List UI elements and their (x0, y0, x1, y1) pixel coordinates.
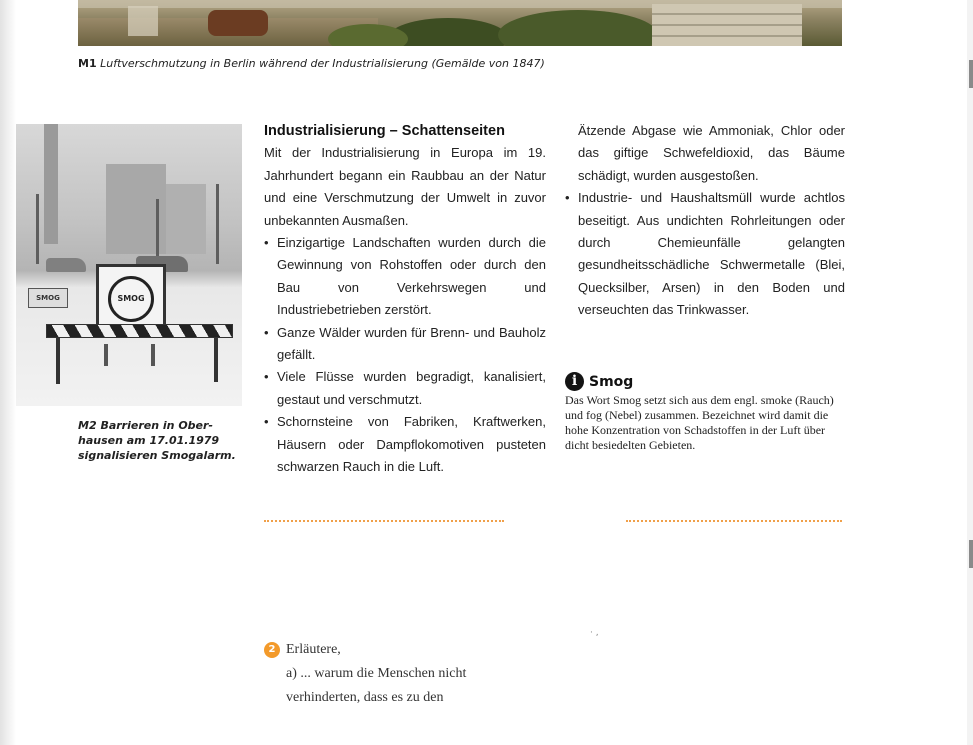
task-number-badge: 2 (264, 642, 280, 658)
painting-bush (498, 10, 658, 46)
photo-barrier (46, 324, 233, 338)
info-header (565, 372, 845, 391)
list-item: • Einzigartige Landschaften wurden durch die Gewinnung von Rohstoffen oder durch den Bau von Verkehrswegen und Industriebetrieben zerstört. (264, 232, 546, 322)
smog-sign-circle: SMOG (108, 276, 154, 322)
print-speck: · , (590, 628, 599, 638)
m1-caption-text: Luftverschmutzung in Berlin während der Industrialisierung (Gemälde von 1847) (100, 57, 545, 70)
info-title: Smog (589, 373, 634, 390)
article-bullet-continuation: Ätzende Abgase wie Ammoniak, Chlor oder das giftige Schwefeldioxid, das Bäume schädigt, wurden ausgestoßen. (578, 123, 845, 183)
m1-caption-label: M1 (78, 57, 97, 70)
m1-caption (78, 57, 545, 70)
page-edge-mark (969, 60, 973, 88)
painting-bush (328, 24, 408, 46)
task-text: Erläutere, (286, 642, 341, 657)
painting-carriage (128, 6, 158, 36)
article-bullet-list (264, 232, 546, 478)
article-column-2 (565, 120, 845, 322)
photo-factory (166, 184, 206, 254)
page-gutter-shadow (0, 0, 16, 745)
article-column-1 (264, 120, 546, 479)
dotted-divider (626, 520, 842, 522)
photo-tree (156, 199, 159, 259)
photo-tree (36, 194, 39, 264)
barrier-weight (151, 344, 155, 366)
m1-painting (78, 0, 842, 46)
m2-caption-label: M2 (78, 419, 97, 432)
painting-steps (652, 4, 802, 46)
m2-photo (16, 124, 242, 406)
barrier-post (56, 334, 60, 384)
photo-small-smog-sign: SMOG (28, 288, 68, 308)
article-title: Industrialisierung – Schattenseiten (264, 123, 505, 139)
page-right-edge (967, 0, 973, 745)
smog-info-box (565, 372, 845, 453)
barrier-post (214, 334, 218, 382)
list-item: • Viele Flüsse wurden begradigt, kanalisiert, gestaut und verschmutzt. (264, 366, 546, 411)
article-bullet-list-2 (565, 187, 845, 321)
m2-caption-text: Barrieren in Ober-hausen am 17.01.1979 signalisieren Smogalarm. (78, 419, 236, 462)
task-line-2: a) ... warum die Menschen nicht (286, 666, 467, 681)
list-item: • Schornsteine von Fabriken, Kraftwerken, Häusern oder Dampflokomotiven pusteten schwarzen Rauch in die Luft. (264, 411, 546, 478)
info-text: Das Wort Smog setzt sich aus dem engl. smoke (Rauch) und fog (Nebel) zusammen. Bezeichnet wird damit die hohe Konzentration von Schadstoffen in der Luft über dicht besiedelten Gebieten. (565, 393, 834, 452)
list-item: • Ganze Wälder wurden für Brenn- und Bauholz gefällt. (264, 322, 546, 367)
barrier-weight (104, 344, 108, 366)
article-intro: Mit der Industrialisierung in Europa im 19. Jahrhundert begann ein Raubbau an der Natur und eine Verschmutzung der Umwelt in zuvor unbekannten Ausmaßen. (264, 145, 546, 228)
painting-horses (208, 10, 268, 36)
info-icon: i (565, 372, 584, 391)
list-item: • Industrie- und Haushaltsmüll wurde achtlos beseitigt. Aus undichten Rohrleitungen oder durch Chemieunfälle gelangten gesundheitsschädliche Schwermetalle (Blei, Quecksilber, Arsen) in den Boden und verseuchten das Trinkwasser. (565, 187, 845, 321)
m2-caption (78, 418, 248, 463)
photo-chimney (44, 124, 58, 244)
task-line-3: verhinderten, dass es zu den (286, 690, 444, 705)
task-block (264, 638, 564, 710)
dotted-divider (264, 520, 504, 522)
photo-tree (216, 184, 219, 264)
task-line-1 (264, 638, 564, 662)
photo-car (46, 258, 86, 272)
page-edge-mark (969, 540, 973, 568)
